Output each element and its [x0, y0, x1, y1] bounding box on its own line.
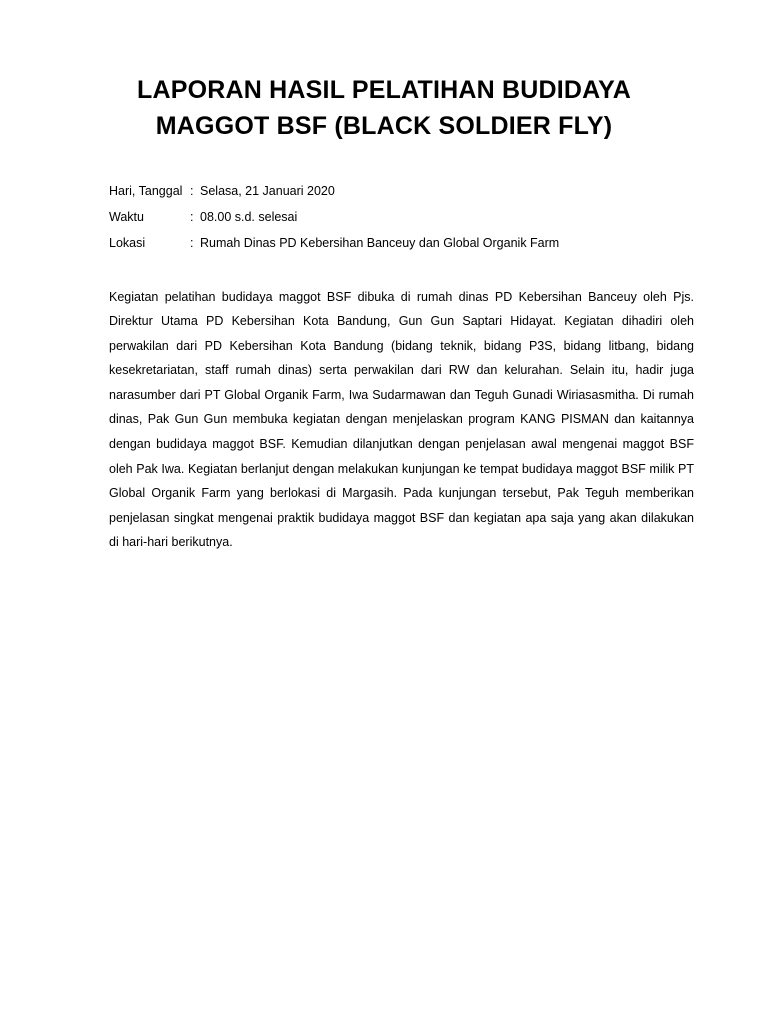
- meta-colon: :: [190, 236, 194, 250]
- meta-row-date: [109, 178, 559, 204]
- document-title: [60, 72, 708, 144]
- meta-label: Lokasi: [109, 236, 146, 250]
- meta-row-location: [109, 230, 559, 256]
- title-line-1: LAPORAN HASIL PELATIHAN BUDIDAYA: [137, 76, 631, 104]
- meta-colon: :: [190, 184, 194, 198]
- meta-colon: :: [190, 210, 194, 224]
- title-line-2: MAGGOT BSF (BLACK SOLDIER FLY): [155, 112, 613, 140]
- meta-info: [109, 178, 559, 256]
- meta-value: 08.00 s.d. selesai: [200, 210, 298, 224]
- report-paragraph: Kegiatan pelatihan budidaya maggot BSF dibuka di rumah dinas PD Kebersihan Banceuy oleh Pjs. Direktur Utama PD Kebersihan Kota Bandung, Gun Gun Saptari Hidayat. Kegiatan dihadiri oleh perwakilan dari PD Kebersihan Kota Bandung (bidang teknik, bidang P3S, bidang litbang, bidang kesekretariatan, staff rumah dinas) serta perwakilan dari RW dan kelurahan. Selain itu, hadir juga narasumber dari PT Global Organik Farm, Iwa Sudarmawan dan Teguh Gunadi Wiriasasmitha. Di rumah dinas, Pak Gun Gun membuka kegiatan dengan menjelaskan program KANG PISMAN dan kaitannya dengan budidaya maggot BSF. Kemudian dilanjutkan dengan penjelasan awal mengenai maggot BSF oleh Pak Iwa. Kegiatan berlanjut dengan melakukan kunjungan ke tempat budidaya maggot BSF milik PT Global Organik Farm yang berlokasi di Margasih. Pada kunjungan tersebut, Pak Teguh memberikan penjelasan singkat mengenai praktik budidaya maggot BSF dan kegiatan apa saja yang akan dilakukan di hari-hari berikutnya.: [109, 289, 694, 550]
- meta-value: Selasa, 21 Januari 2020: [200, 184, 335, 198]
- meta-value: Rumah Dinas PD Kebersihan Banceuy dan Global Organik Farm: [200, 236, 560, 250]
- meta-label: Waktu: [109, 210, 144, 224]
- meta-label: Hari, Tanggal: [109, 184, 183, 198]
- meta-row-time: [109, 204, 559, 230]
